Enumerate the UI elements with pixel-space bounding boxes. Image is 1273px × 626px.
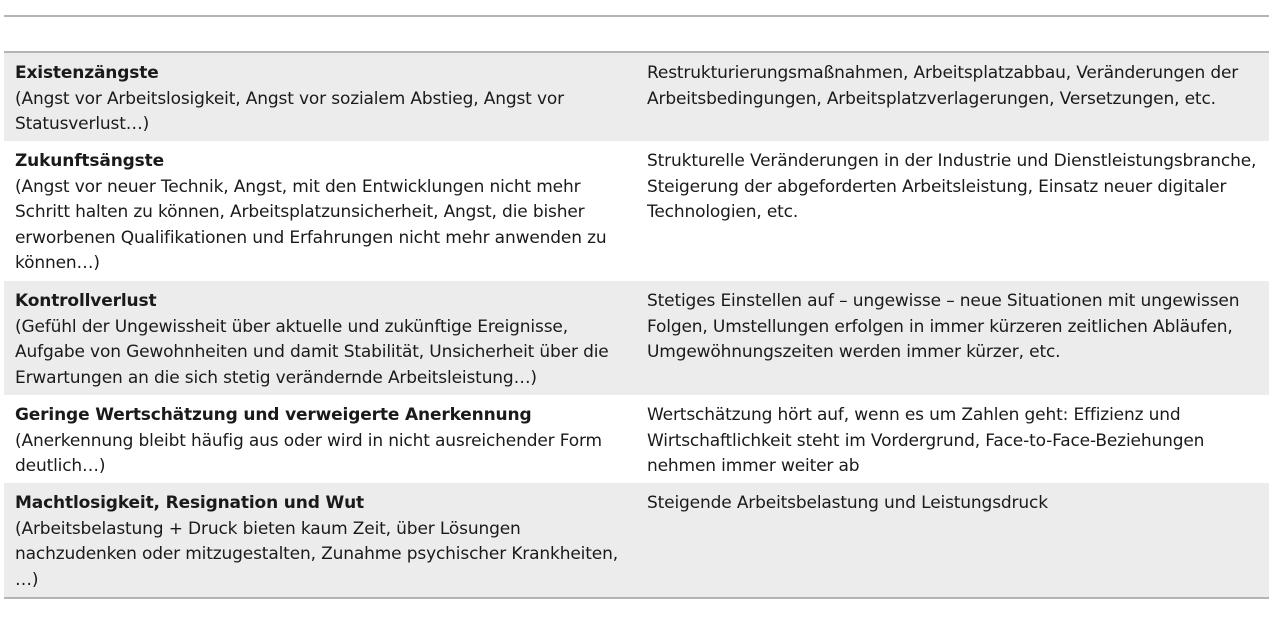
fear-title: Kontrollverlust [15, 291, 157, 311]
cause-cell: Steigende Arbeitsbelastung und Leistungsdruck [647, 493, 1048, 513]
table-row [4, 281, 1269, 395]
table-row [4, 395, 1269, 483]
fear-title: Machtlosigkeit, Resignation und Wut [15, 493, 365, 513]
cause-cell: Wertschätzung hört auf, wenn es um Zahlen geht: Effizienz und Wirtschaftlichkeit steht im Vordergrund, Face-to-Face-Beziehungen nehmen immer weiter ab [647, 405, 1205, 476]
fear-description: (Gefühl der Ungewissheit über aktuelle und zukünftige Ereignisse, Aufgabe von Gewohnheiten und damit Stabilität, Unsicherheit über die Erwartungen an die sich stetig verändernde Arbeitsleistung…) [15, 316, 609, 388]
fear-title: Geringe Wertschätzung und verweigerte Anerkennung [15, 405, 532, 425]
fear-description: (Arbeitsbelastung + Druck bieten kaum Zeit, über Lösungen nachzudenken oder mitzugestalten, Zunahme psychischer Krankheiten, …) [15, 518, 618, 590]
fear-title: Existenzängste [15, 63, 159, 83]
fear-causes-table [4, 51, 1269, 599]
fear-cell [4, 149, 636, 275]
cause-cell: Strukturelle Veränderungen in der Industrie und Dienstleistungsbranche, Steigerung der abgeforderten Arbeitsleistung, Einsatz neuer digitaler Technologien, etc. [647, 151, 1257, 222]
table-row [4, 141, 1269, 281]
fear-cell [4, 491, 636, 591]
fear-cell [4, 403, 636, 477]
cause-cell: Stetiges Einstellen auf – ungewisse – neue Situationen mit ungewissen Folgen, Umstellungen erfolgen in immer kürzeren zeitlichen Abläufen, Umgewöhnungszeiten werden immer kürzer, etc. [647, 291, 1240, 362]
fear-title: Zukunftsängste [15, 151, 164, 171]
fear-description: (Angst vor Arbeitslosigkeit, Angst vor sozialem Abstieg, Angst vor Statusverlust…) [15, 88, 564, 134]
top-rule [4, 15, 1269, 17]
fear-description: (Anerkennung bleibt häufig aus oder wird in nicht ausreichender Form deutlich…) [15, 430, 602, 476]
fear-cell [4, 61, 636, 135]
cause-cell: Restrukturierungsmaßnahmen, Arbeitsplatzabbau, Veränderungen der Arbeitsbedingungen, Arbeitsplatzverlagerungen, Versetzungen, etc. [647, 63, 1239, 109]
fear-description: (Angst vor neuer Technik, Angst, mit den Entwicklungen nicht mehr Schritt halten zu können, Arbeitsplatzunsicherheit, Angst, die bisher erworbenen Qualifikationen und Erfahrungen nicht mehr anwenden zu können…) [15, 176, 607, 273]
table-row [4, 483, 1269, 597]
table-row [4, 53, 1269, 141]
fear-cell [4, 289, 636, 389]
